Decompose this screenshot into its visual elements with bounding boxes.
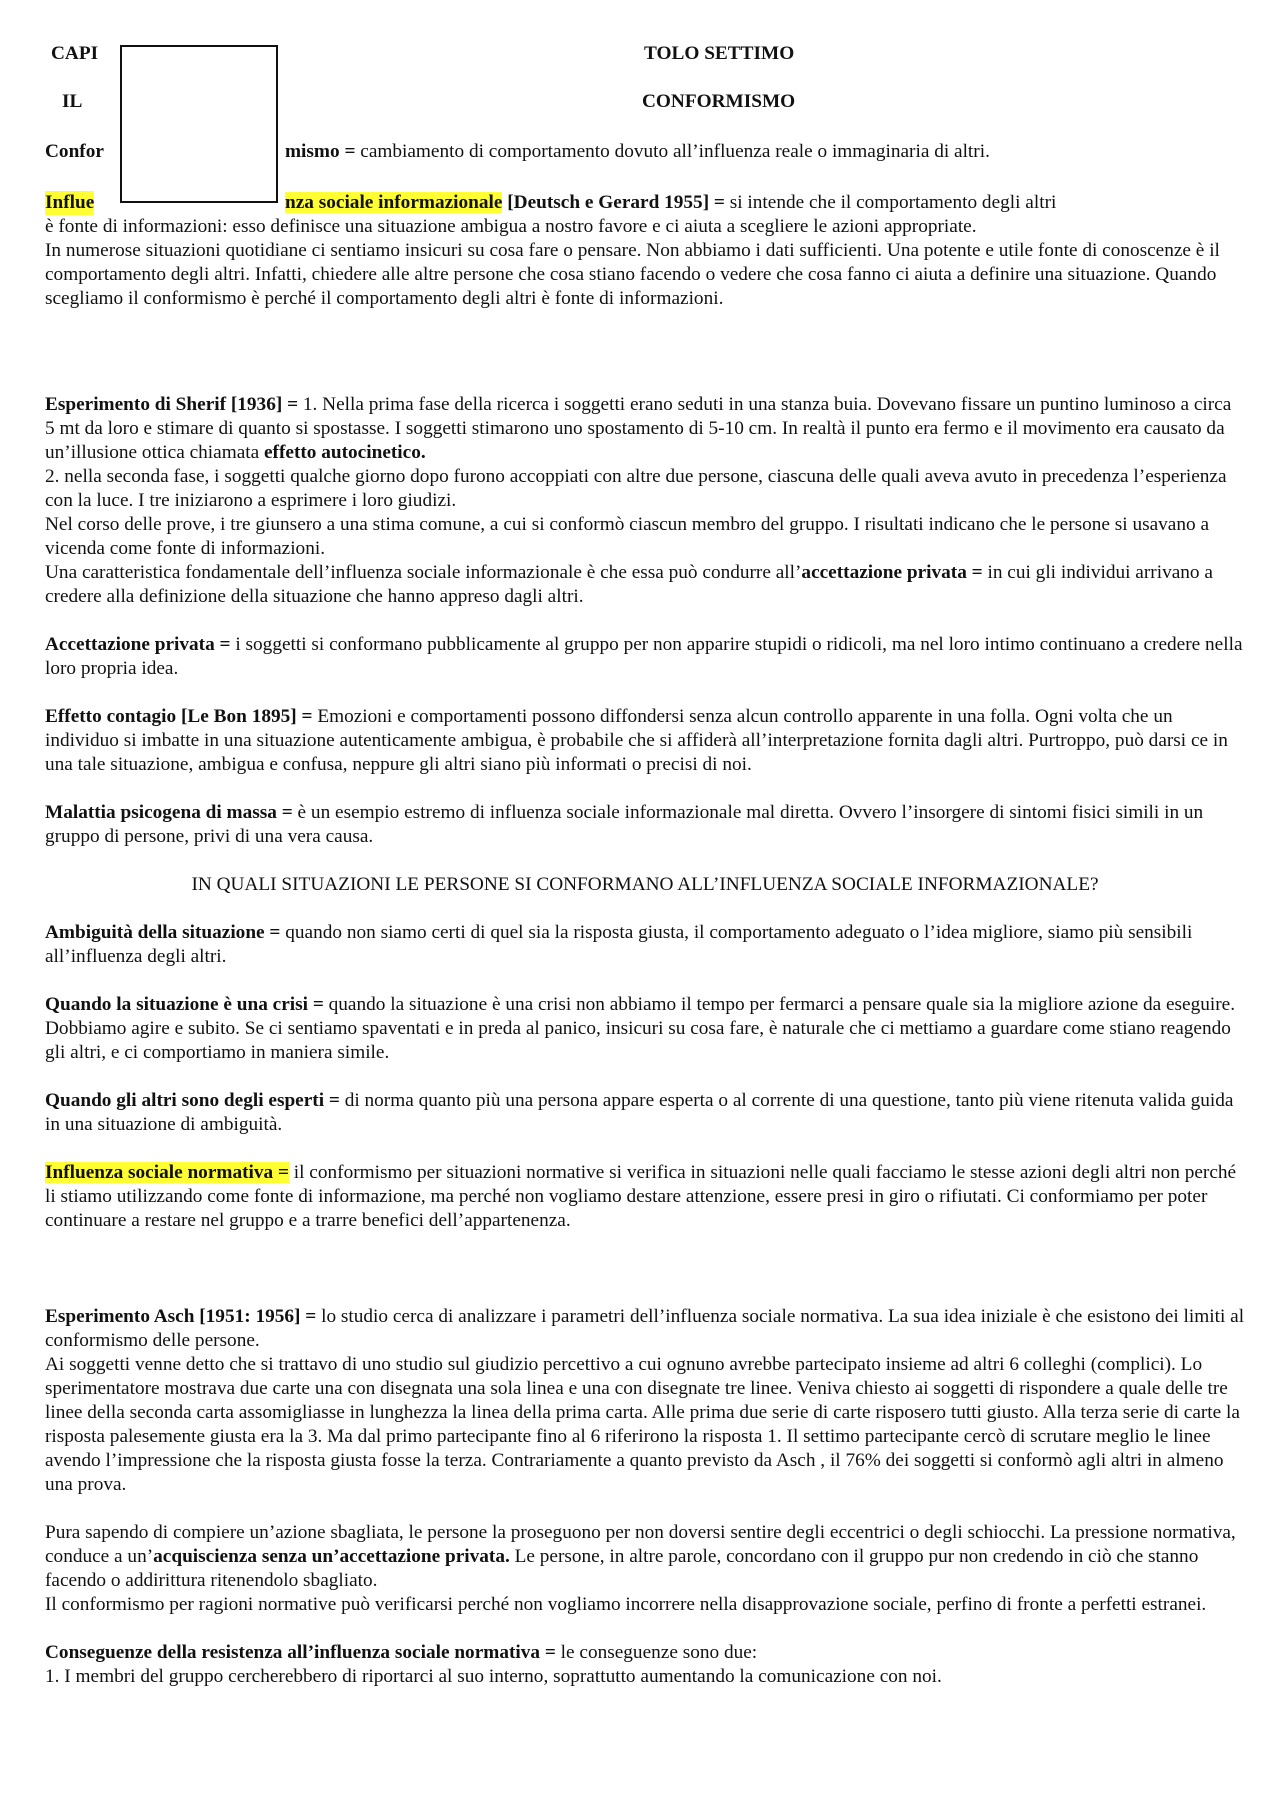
chapter-heading-left: CAPI	[51, 43, 99, 64]
accettazione-term: Accettazione privata =	[45, 634, 231, 655]
sherif-paragraph-4	[45, 561, 1245, 609]
title-heading	[45, 90, 1245, 114]
contagio-term: Effetto contagio [Le Bon 1895] =	[45, 706, 313, 727]
sherif-paragraph-2: 2. nella seconda fase, i soggetti qualche giorno dopo furono accoppiati con altre due persone, ciascuna delle quali aveva avuto in precedenza l’esperienza con la luce. I tre iniziarono a esprimere i loro giudizi.	[45, 466, 1227, 511]
conseguenze-paragraph	[45, 1641, 1245, 1665]
informazionale-def: si intende che il comportamento degli altri	[724, 192, 1057, 213]
crisi-def: quando la situazione è una crisi non abbiamo il tempo per fermarci a pensare quale sia la migliore azione da eseguire. Dobbiamo agire e subito. Se ci sentiamo spaventati e in preda al panico, insicuri su cosa fare, è naturale che ci mettiamo a guardare come stiano reagendo gli altri, e ci comportiamo in maniera simile.	[45, 994, 1236, 1063]
ambiguita-paragraph	[45, 921, 1245, 969]
pressione-p1a: Pura sapendo di compiere un’azione sbagliata, le persone la proseguono per non doversi sentire degli eccentrici o degli schiocchi. La pressione normativa, conduce a un’	[45, 1522, 1236, 1567]
conformismo-definition	[45, 140, 1245, 164]
chapter-heading	[45, 42, 1245, 66]
normativa-paragraph	[45, 1161, 1245, 1233]
asch-paragraph-1	[45, 1305, 1245, 1353]
sherif-accettazione: accettazione privata =	[801, 562, 983, 583]
asch-p1: lo studio cerca di analizzare i parametri dell’influenza sociale normativa. La sua idea iniziale è che esistono dei limiti al conformismo delle persone.	[45, 1306, 1245, 1351]
sherif-p4a: Una caratteristica fondamentale dell’influenza sociale informazionale è che essa può condurre all’	[45, 562, 802, 583]
malattia-def: è un esempio estremo di influenza sociale informazionale mal diretta. Ovvero l’insorgere di sintomi fisici simili in un gruppo di persone, privi di una vera causa.	[45, 802, 1204, 847]
informazionale-line-2: è fonte di informazioni: esso definisce una situazione ambigua a nostro favore e ci aiuta a scegliere le azioni appropriate.	[45, 216, 977, 237]
sherif-paragraph-1	[45, 393, 1245, 465]
crisi-term: Quando la situazione è una crisi =	[45, 994, 324, 1015]
esperti-def: di norma quanto più una persona appare esperta o al corrente di una questione, tanto più viene ritenuta valida guida in una situazione di ambiguità.	[45, 1090, 1234, 1135]
pressione-paragraph-1	[45, 1521, 1245, 1593]
ambiguita-term: Ambiguità della situazione =	[45, 922, 281, 943]
title-heading-left: IL	[62, 91, 83, 112]
pressione-paragraph-2: Il conformismo per ragioni normative può verificarsi perché non vogliamo incorrere nella disapprovazione sociale, perfino di fronte a perfetti estranei.	[45, 1594, 1207, 1615]
informazionale-paragraph: In numerose situazioni quotidiane ci sentiamo insicuri su cosa fare o pensare. Non abbiamo i dati sufficienti. Una potente e utile fonte di conoscenze è il comportamento degli altri. Infatti, chiedere alle altre persone che cosa stiano facendo o vedere che cosa fanno ci aiuta a definire una situazione. Quando scegliamo il conformismo è perché il comportamento degli altri è fonte di informazioni.	[45, 240, 1220, 309]
sherif-p4b: in cui gli individui arrivano a credere alla definizione della situazione che hanno appreso dagli altri.	[45, 562, 1213, 607]
contagio-paragraph	[45, 705, 1245, 777]
conformismo-def: cambiamento di comportamento dovuto all’influenza reale o immaginaria di altri.	[355, 141, 990, 162]
sherif-paragraph-3: Nel corso delle prove, i tre giunsero a una stima comune, a cui si conformò ciascun membro del gruppo. I risultati indicano che le persone si usavano a vicenda come fonte di informazioni.	[45, 514, 1210, 559]
contagio-def: Emozioni e comportamenti possono diffondersi senza alcun controllo apparente in una folla. Ogni volta che un individuo si imbatte in una situazione autenticamente ambigua, è probabile che si affiderà all’interpretazione fornita dagli altri. Purtroppo, può darsi ce in una tale situazione, ambigua e confusa, neppure gli altri siano più informati o precisi di noi.	[45, 706, 1228, 775]
conformismo-term-left: Confor	[45, 141, 104, 162]
normativa-def: il conformismo per situazioni normative si verifica in situazioni nelle quali facciamo le stesse azioni degli altri non perché li stiamo utilizzando come fonte di informazione, ma perché non vogliamo destare attenzione, essere presi in giro o rifiutati. Ci conformiamo per poter continuare a restare nel gruppo e a trarre benefici dell’appartenenza.	[45, 1162, 1237, 1231]
informazionale-ref: [Deutsch e Gerard 1955] =	[502, 192, 725, 213]
asch-paragraph-2: Ai soggetti venne detto che si trattavo di uno studio sul giudizio percettivo a cui ognuno avrebbe partecipato insieme ad altri 6 colleghi (complici). Lo sperimentatore mostrava due carte una con disegnata una sola linea e una con disegnate tre linee. Veniva chiesto ai soggetti di rispondere a quale delle tre linee della seconda carta assomigliasse in lunghezza la linea della prima carta. Alle prima due serie di carte risposero tutti giusto. Alla terza serie di carte la risposta palesemente giusta era la 3. Ma dal primo partecipante fino al 6 riferirono la risposta 1. Il settimo partecipante cercò di scrutare meglio le linee avendo l’impressione che la risposta giusta fosse la terza. Contrariamente a quanto previsto da Asch , il 76% dei soggetti si conformò agli altri in almeno una prova.	[45, 1354, 1240, 1495]
ambiguita-def: quando non siamo certi di quel sia la risposta giusta, il comportamento adeguato o l’idea migliore, siamo più sensibili all’influenza degli altri.	[45, 922, 1193, 967]
chapter-heading-right: TOLO SETTIMO	[644, 43, 795, 64]
conformismo-line	[285, 140, 990, 164]
conformismo-term-right: mismo =	[285, 141, 356, 162]
title-heading-right: CONFORMISMO	[642, 91, 796, 112]
situazioni-heading: IN QUALI SITUAZIONI LE PERSONE SI CONFORMANO ALL’INFLUENZA SOCIALE INFORMAZIONALE?	[191, 874, 1099, 895]
conseguenze-def: le conseguenze sono due:	[555, 1642, 758, 1663]
sherif-p1: 1. Nella prima fase della ricerca i soggetti erano seduti in una stanza buia. Dovevano fissare un puntino luminoso a circa 5 mt da loro e stimare di quanto si spostasse. I soggetti stimarono uno spostamento di 5-10 cm. In realtà il punto era fermo e il movimento era causato da un’illusione ottica chiamata	[45, 394, 1232, 463]
conseguenze-item-1: 1. I membri del gruppo cercherebbero di riportarci al suo interno, soprattutto aumentando la comunicazione con noi.	[45, 1666, 942, 1687]
informazionale-line	[285, 191, 1056, 215]
malattia-paragraph	[45, 801, 1245, 849]
conseguenze-term: Conseguenze della resistenza all’influenza sociale normativa =	[45, 1642, 556, 1663]
informazionale-term-right: nza sociale informazionale	[285, 192, 503, 213]
informazionale-first-line	[45, 191, 1245, 215]
pressione-p1b: Le persone, in altre parole, concordano con il gruppo pur non credendo in ciò che stanno facendo o addirittura ritenendolo sbagliato.	[45, 1546, 1199, 1591]
sherif-term: Esperimento di Sherif [1936] =	[45, 394, 299, 415]
esperti-paragraph	[45, 1089, 1245, 1137]
esperti-term: Quando gli altri sono degli esperti =	[45, 1090, 340, 1111]
crisi-paragraph	[45, 993, 1245, 1065]
malattia-term: Malattia psicogena di massa =	[45, 802, 293, 823]
accettazione-def: i soggetti si conformano pubblicamente al gruppo per non apparire stupidi o ridicoli, ma nel loro intimo continuano a credere nella loro propria idea.	[45, 634, 1243, 679]
accettazione-paragraph	[45, 633, 1245, 681]
pressione-acquiescenza: acquiscienza senza un’accettazione privata.	[153, 1546, 510, 1567]
normativa-term: Influenza sociale normativa =	[45, 1162, 289, 1183]
informazionale-term-left: Influe	[45, 192, 95, 213]
sherif-effetto: effetto autocinetico.	[264, 442, 426, 463]
asch-term: Esperimento Asch [1951: 1956] =	[45, 1306, 317, 1327]
document-page	[45, 42, 1245, 1689]
